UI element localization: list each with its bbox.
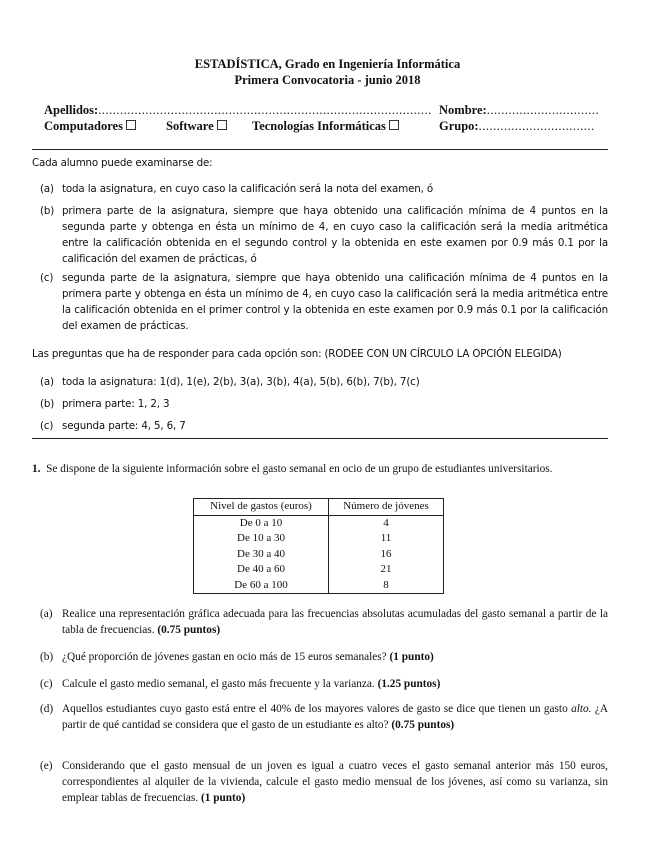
- table-row: [194, 547, 444, 563]
- option-tecnologias-label: Tecnologías Informáticas: [252, 119, 386, 133]
- checkbox-computadores: [126, 120, 136, 130]
- part-text-post: ¿A partir de qué cantidad se considera que el gasto de un estudiante es alto?: [62, 703, 609, 731]
- divider-top: [32, 149, 608, 150]
- part-text: Realice una representación gráfica adecuada para las frecuencias absolutas acumuladas del gasto semanal a partir de la tabla de frecuencias.: [62, 608, 608, 636]
- part-points: (0.75 puntos): [391, 719, 455, 731]
- table-cell: 8: [329, 578, 444, 594]
- table-cell: 11: [329, 531, 444, 547]
- exam-option-label: (b): [40, 205, 55, 217]
- exam-option-label: (c): [40, 272, 54, 284]
- part-label: (d): [40, 703, 54, 715]
- table-cell: 4: [329, 515, 444, 531]
- table-cell: De 30 a 40: [194, 547, 329, 563]
- question-option-c: [40, 418, 608, 434]
- exam-option-text: segunda parte de la asignatura, siempre que haya obtenido una calificación mínima de 4 puntos en la primera parte y obtenga en ésta un mínimo de 4, en cuyo caso la calificación será la media aritmética entre la calificación obtenida en el primer control y la obtenida en este examen por 0.9 más 0.1 por la calificación del examen de prácticas.: [62, 272, 608, 332]
- part-text-pre: Aquellos estudiantes cuyo gasto está entre el 40% de los mayores valores de gasto se dice que tienen un gasto: [62, 703, 568, 715]
- question-option-text: segunda parte: 4, 5, 6, 7: [62, 420, 186, 432]
- frequency-table: [193, 498, 444, 594]
- apellidos-label: Apellidos:: [44, 103, 99, 117]
- part-label: (e): [40, 760, 53, 772]
- question-option-label: (c): [40, 420, 54, 432]
- question-option-b: [40, 396, 608, 412]
- checkbox-software: [217, 120, 227, 130]
- nombre-label: Nombre:: [439, 103, 487, 117]
- exam-option-b: [40, 203, 608, 267]
- part-text: ¿Qué proporción de jóvenes gastan en ocio más de 15 euros semanales?: [62, 651, 387, 663]
- question-option-label: (a): [40, 376, 54, 388]
- question-option-text: toda la asignatura: 1(d), 1(e), 2(b), 3(a), 3(b), 4(a), 5(b), 6(b), 7(b), 7(c): [62, 376, 420, 388]
- part-text-emphasis: alto.: [571, 703, 592, 715]
- instructions-intro: Cada alumno puede examinarse de:: [32, 157, 213, 169]
- option-software: [166, 119, 227, 134]
- part-points: (1 punto): [389, 651, 434, 663]
- nombre-field: Nombre:...............................: [439, 103, 600, 117]
- problem-1-part-c: [40, 676, 608, 692]
- option-tecnologias: [252, 119, 399, 134]
- exam-option-label: (a): [40, 183, 54, 195]
- problem-1-statement: [32, 461, 608, 477]
- divider-bottom: [32, 438, 608, 439]
- column-header-jovenes: Número de jóvenes: [329, 499, 444, 516]
- question-option-a: [40, 374, 608, 390]
- exam-option-text: primera parte de la asignatura, siempre que haya obtenido una calificación mínima de 4 puntos en la segunda parte y obtenga en ésta un mínimo de 4, en cuyo caso la calificación será la media aritmética entre la calificación obtenida en el segundo control y la obtenida en este examen por 0.9 más 0.1 por la calificación del examen de prácticas, ó: [62, 205, 608, 265]
- checkbox-tecnologias: [389, 120, 399, 130]
- exam-option-c: [40, 270, 608, 334]
- problem-1-number: 1.: [32, 463, 41, 475]
- table-cell: De 60 a 100: [194, 578, 329, 594]
- option-computadores-label: Computadores: [44, 119, 123, 133]
- exam-option-text: toda la asignatura, en cuyo caso la calificación será la nota del examen, ó: [62, 183, 434, 195]
- part-text: Considerando que el gasto mensual de un joven es igual a cuatro veces el gasto semanal anterior más 150 euros, correspondientes al alquiler de la vivienda, calcule el gasto medio mensual de los jóvenes, así como su varianza, sin emplear tablas de frecuencias.: [62, 760, 608, 804]
- part-label: (a): [40, 608, 53, 620]
- table-row: [194, 562, 444, 578]
- problem-1-part-b: [40, 649, 608, 665]
- table-cell: 21: [329, 562, 444, 578]
- table-row: [194, 578, 444, 594]
- part-points: (1 punto): [200, 792, 246, 804]
- problem-1-part-d: [40, 701, 608, 733]
- table-header-row: [194, 499, 444, 516]
- apellidos-field: Apellidos:............................................................................................: [44, 103, 432, 117]
- questions-intro: Las preguntas que ha de responder para cada opción son: (RODEE CON UN CÍRCULO LA OPCIÓN ELEGIDA): [32, 348, 562, 360]
- part-label: (c): [40, 678, 53, 690]
- exam-subtitle: Primera Convocatoria - junio 2018: [234, 73, 421, 87]
- question-option-label: (b): [40, 398, 55, 410]
- problem-1-part-a: [40, 606, 608, 638]
- table-cell: De 0 a 10: [194, 515, 329, 531]
- option-computadores: [44, 119, 136, 134]
- part-text: Calcule el gasto medio semanal, el gasto más frecuente y la varianza.: [62, 678, 375, 690]
- problem-1-text: Se dispone de la siguiente información sobre el gasto semanal en ocio de un grupo de estudiantes universitarios.: [46, 463, 553, 475]
- part-points: (1.25 puntos): [377, 678, 441, 690]
- table-cell: 16: [329, 547, 444, 563]
- column-header-gastos: Nivel de gastos (euros): [194, 499, 329, 516]
- part-label: (b): [40, 651, 54, 663]
- option-software-label: Software: [166, 119, 214, 133]
- grupo-field: Grupo:................................: [439, 119, 595, 133]
- problem-1-part-e: [40, 758, 608, 806]
- table-row: [194, 515, 444, 531]
- question-option-text: primera parte: 1, 2, 3: [62, 398, 170, 410]
- table-cell: De 10 a 30: [194, 531, 329, 547]
- table-cell: De 40 a 60: [194, 562, 329, 578]
- grupo-label: Grupo:: [439, 119, 479, 133]
- table-row: [194, 531, 444, 547]
- part-points: (0.75 puntos): [157, 624, 221, 636]
- exam-title: ESTADÍSTICA, Grado en Ingeniería Informática: [194, 57, 461, 71]
- exam-option-a: [40, 181, 608, 197]
